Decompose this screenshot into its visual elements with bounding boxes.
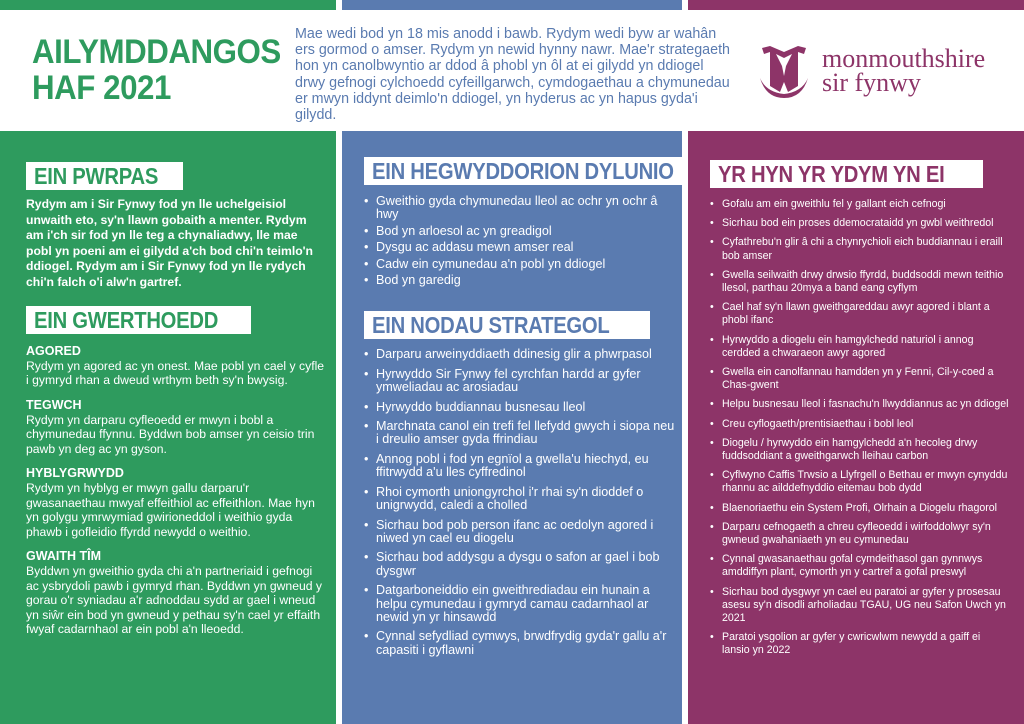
what-we-do-column xyxy=(688,131,1024,724)
monmouthshire-logo xyxy=(756,42,985,100)
list-item: • Sicrhau bod pob person ifanc ac oedolyn agored i niwed yn cael eu diogelu xyxy=(364,519,676,546)
value-item xyxy=(26,466,326,539)
list-item: • Cynnal sefydliad cymwys, brwdfrydig gyda'r gallu a'r capasiti i gyflawni xyxy=(364,630,676,657)
value-text: Rydym yn agored ac yn onest. Mae pobl yn cael y cyfle i gymryd rhan a dweud wrthym beth sy'n bwysig. xyxy=(26,358,325,388)
list-item: • Darparu arweinyddiaeth ddinesig glir a phwrpasol xyxy=(364,348,676,361)
value-item xyxy=(26,398,326,457)
list-item: • Gofalu am ein gweithlu fel y gallant eich cefnogi xyxy=(710,198,1010,211)
value-text: Rydym yn darparu cyfleoedd er mwyn i bobl a chymunedau ffynnu. Byddwn bob amser yn ceisio trin pawb yn deg ac yn gyson. xyxy=(26,412,315,456)
list-item: • Sicrhau bod ein proses ddemocrataidd yn gwbl weithredol xyxy=(710,217,1010,230)
castle-crest-icon xyxy=(756,42,812,100)
list-item: • Sicrhau bod addysgu a dysgu o safon ar gael i bob dysgwr xyxy=(364,551,676,578)
list-item: • Cyfathrebu'n glir â chi a chynrychioli eich buddiannau i eraill bob amser xyxy=(710,236,1010,262)
design-principles-list xyxy=(364,195,676,287)
top-stripe-green xyxy=(0,0,336,10)
list-item: • Cynnal gwasanaethau gofal cymdeithasol gan gynnwys amddiffyn plant, cymorth yn y cartref a gofal preswyl xyxy=(710,553,1010,579)
list-item: • Gweithio gyda chymunedau lleol ac ochr yn ochr â hwy xyxy=(364,195,676,222)
list-item: • Darparu cefnogaeth a chreu cyfleoedd i wirfoddolwyr sy'n gwneud gwahaniaeth yn eu cymunedau xyxy=(710,521,1010,547)
list-item: • Helpu busnesau lleol i fasnachu'n llwyddiannus ac yn ddiogel xyxy=(710,398,1010,411)
value-title: HYBLYGRWYDD xyxy=(26,466,124,481)
values-heading: EIN GWERTHOEDD xyxy=(26,306,251,334)
list-item: • Marchnata canol ein trefi fel llefydd gwych i siopa neu i dreulio amser gyda ffrindiau xyxy=(364,420,676,447)
principles-aims-column xyxy=(342,131,682,724)
intro-text: Mae wedi bod yn 18 mis anodd i bawb. Rydym wedi byw ar wahân ers gormod o amser. Rydym yn newid hynny nawr. Mae'r strategaeth hon yn canolbwyntio ar ddod â phobl yn ôl at ei gilydd yn ddiogel drwy gefnogi cylchoedd cyfeillgarwch, cymdogaethau a chymunedau er mwyn iddynt deimlo'n ddiogel, yn hyderus ac yn hapus gyda'i gilydd. xyxy=(295,26,731,124)
top-stripe-blue xyxy=(342,0,682,10)
list-item: • Datgarboneiddio ein gweithrediadau ein hunain a helpu cymunedau i gymryd camau cadarnhaol ar newid yn yr hinsawdd xyxy=(364,584,676,624)
list-item: • Annog pobl i fod yn egnïol a gwella'u hiechyd, eu ffitrwydd a'u lles cyffredinol xyxy=(364,453,676,480)
list-item: • Diogelu / hyrwyddo ein hamgylchedd a'n hecoleg drwy fuddsoddiant a gweithgarwch lleihau carbon xyxy=(710,437,1010,463)
list-item: • Sicrhau bod dysgwyr yn cael eu paratoi ar gyfer y prosesau asesu sy'n disodli arholiadau TGAU, UG neu Safon Uwch yn 2021 xyxy=(710,586,1010,626)
what-we-do-heading: YR HYN YR YDYM YN EI xyxy=(710,160,983,188)
purpose-values-column xyxy=(0,131,336,724)
list-item: • Bod yn garedig xyxy=(364,274,676,287)
list-item: • Hyrwyddo Sir Fynwy fel cyrchfan hardd ar gyfer ymweliadau ac arosiadau xyxy=(364,368,676,395)
top-stripe-purple xyxy=(688,0,1024,10)
value-item xyxy=(26,344,326,388)
value-text: Rydym yn hyblyg er mwyn gallu darparu'r gwasanaethau mwyaf effeithiol ac effeithlon. Mae hyn yn golygu ymrwymiad gwirioneddol i weithio gyda phawb i gofleidio ffyrdd newydd o weithio. xyxy=(26,481,315,539)
list-item: • Blaenoriaethu ein System Profi, Olrhain a Diogelu rhagorol xyxy=(710,502,1010,515)
list-item: • Rhoi cymorth uniongyrchol i'r rhai sy'n dioddef o unigrwydd, caledi a cholled xyxy=(364,486,676,513)
list-item: • Hyrwyddo buddiannau busnesau lleol xyxy=(364,401,676,414)
list-item: • Gwella seilwaith drwy drwsio ffyrdd, buddsoddi mewn teithio llesol, parthau 20mya a band eang cyflym xyxy=(710,269,1010,295)
design-principles-heading: EIN HEGWYDDORION DYLUNIO xyxy=(364,157,723,185)
list-item: • Cyflwyno Caffis Trwsio a Llyfrgell o Bethau er mwyn cynyddu rhannu ac ailddefnyddio eitemau bob dydd xyxy=(710,469,1010,495)
list-item: • Bod yn arloesol ac yn greadigol xyxy=(364,225,676,238)
list-item: • Cael haf sy'n llawn gweithgareddau awyr agored i blant a phobl ifanc xyxy=(710,301,1010,327)
values-list xyxy=(26,344,326,637)
list-item: • Gwella ein canolfannau hamdden yn y Fenni, Cil-y-coed a Chas-gwent xyxy=(710,366,1010,392)
list-item: • Dysgu ac addasu mewn amser real xyxy=(364,241,676,254)
value-item xyxy=(26,549,326,637)
list-item: • Hyrwyddo a diogelu ein hamgylchedd naturiol i annog cerdded a chwaraeon awyr agored xyxy=(710,334,1010,360)
value-title: TEGWCH xyxy=(26,397,82,412)
page-title xyxy=(32,34,281,106)
purpose-heading: EIN PWRPAS xyxy=(26,162,183,190)
strategic-aims-list xyxy=(364,348,676,657)
page-title-line2: HAF 2021 xyxy=(32,69,171,107)
value-title: GWAITH TÎM xyxy=(26,549,101,564)
list-item: • Cadw ein cymunedau a'n pobl yn ddiogel xyxy=(364,258,676,271)
value-title: AGORED xyxy=(26,343,81,358)
logo-text-english: monmouthshire xyxy=(822,44,986,73)
list-item: • Creu cyflogaeth/prentisiaethau i bobl leol xyxy=(710,418,1010,431)
value-text: Byddwn yn gweithio gyda chi a'n partneriaid i gefnogi ac ysbrydoli pawb i gymryd rhan. Byddwn yn gwneud y gorau o'r syniadau a'r adnoddau sydd ar gael i wneud yn siŵr ein bod yn gwneud y pethau sy'n cael yr effaith fwyaf cadarnhaol ar ein pobl a'n lleoedd. xyxy=(26,564,323,637)
list-item: • Paratoi ysgolion ar gyfer y cwricwlwm newydd a gaiff ei lansio yn 2022 xyxy=(710,631,1010,657)
strategic-aims-heading: EIN NODAU STRATEGOL xyxy=(364,311,650,339)
page-title-line1: AILYMDDANGOS xyxy=(32,33,281,71)
purpose-text: Rydym am i Sir Fynwy fod yn lle uchelgeisiol unwaith eto, sy'n llawn gobaith a menter. Rydym am i'ch sir fod yn lle teg a chynaliadwy, lle mae pobl yn poeni am ei gilydd a'ch bod chi'n teimlo'n ddiogel. Rydym am i Sir Fynwy fod yn lle rydych chi'n falch o'i alw'n gartref. xyxy=(26,197,313,289)
logo-text-welsh: sir fynwy xyxy=(822,68,921,97)
what-we-do-list xyxy=(710,198,1010,658)
